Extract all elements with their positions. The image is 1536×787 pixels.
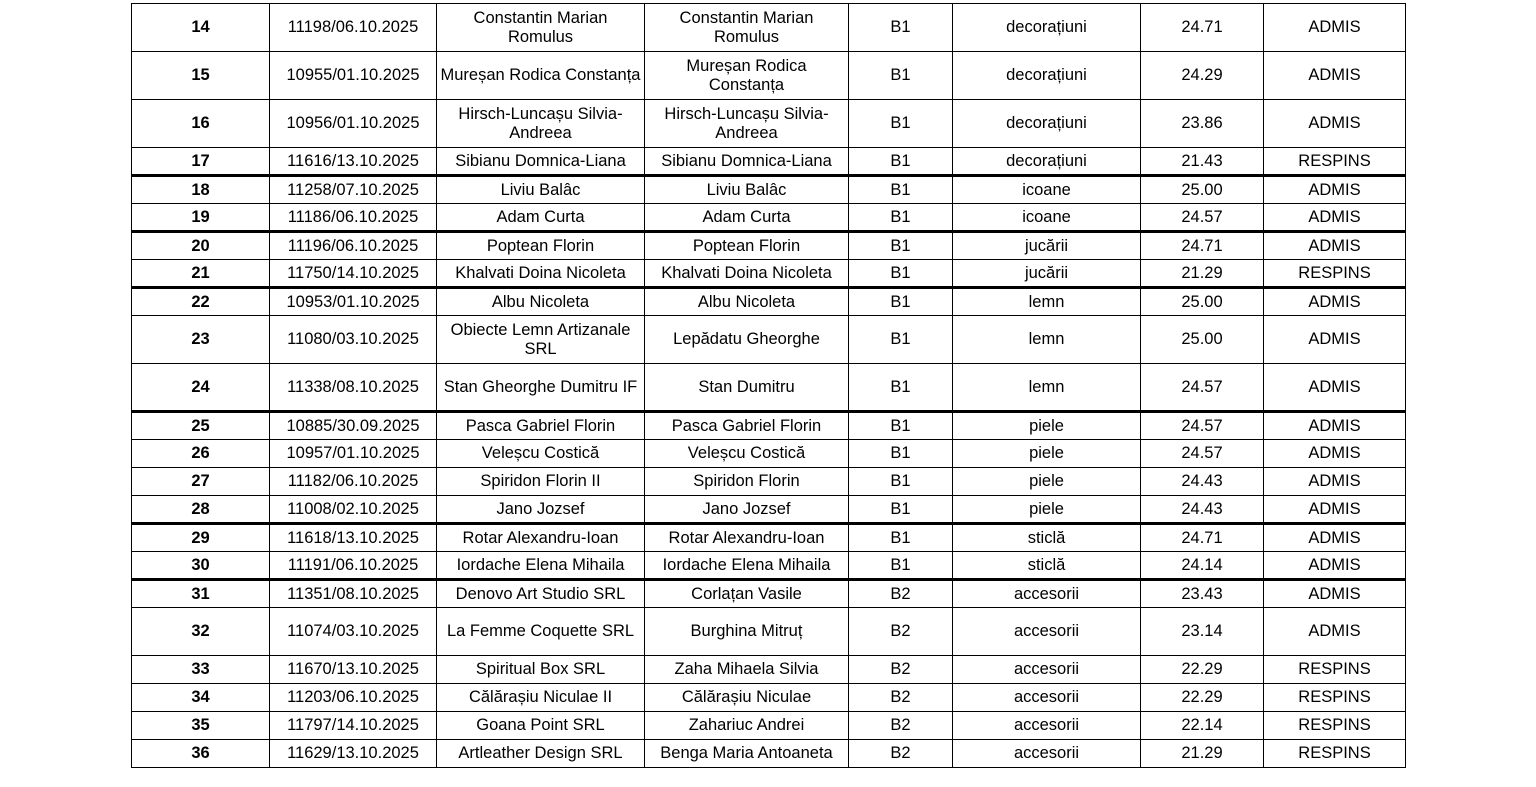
result-status-cell: ADMIS [1264, 524, 1406, 552]
category-cell: B2 [849, 608, 953, 656]
representative-name-cell: Rotar Alexandru-Ioan [645, 524, 849, 552]
table-row [132, 496, 1406, 524]
representative-name-cell: Iordache Elena Mihaila [645, 552, 849, 580]
craft-domain-cell: accesorii [953, 712, 1141, 740]
representative-name-cell: Veleșcu Costică [645, 440, 849, 468]
registration-number-cell: 11191/06.10.2025 [270, 552, 437, 580]
row-number-cell: 14 [132, 4, 270, 52]
applicant-name-cell: Goana Point SRL [437, 712, 645, 740]
craft-domain-cell: piele [953, 440, 1141, 468]
table-row [132, 204, 1406, 232]
table-row [132, 232, 1406, 260]
registration-number-cell: 11196/06.10.2025 [270, 232, 437, 260]
registration-number-cell: 11629/13.10.2025 [270, 740, 437, 768]
row-number-cell: 25 [132, 412, 270, 440]
craft-domain-cell: lemn [953, 316, 1141, 364]
table-row [132, 440, 1406, 468]
score-cell: 25.00 [1141, 316, 1264, 364]
table-row [132, 364, 1406, 412]
representative-name-cell: Corlațan Vasile [645, 580, 849, 608]
craft-domain-cell: jucării [953, 232, 1141, 260]
craft-domain-cell: accesorii [953, 580, 1141, 608]
score-cell: 24.57 [1141, 440, 1264, 468]
category-cell: B1 [849, 100, 953, 148]
applicant-name-cell: Spiritual Box SRL [437, 656, 645, 684]
score-cell: 24.71 [1141, 232, 1264, 260]
score-cell: 22.14 [1141, 712, 1264, 740]
representative-name-cell: Poptean Florin [645, 232, 849, 260]
table-row [132, 580, 1406, 608]
craft-domain-cell: piele [953, 412, 1141, 440]
representative-name-cell: Khalvati Doina Nicoleta [645, 260, 849, 288]
representative-name-cell: Benga Maria Antoaneta [645, 740, 849, 768]
row-number-cell: 31 [132, 580, 270, 608]
registration-number-cell: 11198/06.10.2025 [270, 4, 437, 52]
craft-domain-cell: accesorii [953, 656, 1141, 684]
craft-domain-cell: piele [953, 468, 1141, 496]
applicant-name-cell: Adam Curta [437, 204, 645, 232]
applicant-name-cell: Obiecte Lemn Artizanale SRL [437, 316, 645, 364]
row-number-cell: 20 [132, 232, 270, 260]
category-cell: B1 [849, 364, 953, 412]
representative-name-cell: Jano Jozsef [645, 496, 849, 524]
registration-number-cell: 11080/03.10.2025 [270, 316, 437, 364]
table-row [132, 740, 1406, 768]
row-number-cell: 18 [132, 176, 270, 204]
applicant-name-cell: Liviu Balâc [437, 176, 645, 204]
category-cell: B2 [849, 740, 953, 768]
craft-domain-cell: lemn [953, 288, 1141, 316]
representative-name-cell: Constantin Marian Romulus [645, 4, 849, 52]
row-number-cell: 24 [132, 364, 270, 412]
result-status-cell: RESPINS [1264, 684, 1406, 712]
registration-number-cell: 11670/13.10.2025 [270, 656, 437, 684]
row-number-cell: 21 [132, 260, 270, 288]
representative-name-cell: Călărașiu Niculae [645, 684, 849, 712]
registration-number-cell: 11008/02.10.2025 [270, 496, 437, 524]
category-cell: B1 [849, 412, 953, 440]
category-cell: B2 [849, 684, 953, 712]
registration-number-cell: 11351/08.10.2025 [270, 580, 437, 608]
result-status-cell: ADMIS [1264, 4, 1406, 52]
craft-domain-cell: icoane [953, 204, 1141, 232]
result-status-cell: ADMIS [1264, 608, 1406, 656]
table-row [132, 176, 1406, 204]
craft-domain-cell: piele [953, 496, 1141, 524]
registration-number-cell: 10957/01.10.2025 [270, 440, 437, 468]
category-cell: B1 [849, 552, 953, 580]
representative-name-cell: Lepădatu Gheorghe [645, 316, 849, 364]
row-number-cell: 30 [132, 552, 270, 580]
row-number-cell: 28 [132, 496, 270, 524]
row-number-cell: 15 [132, 52, 270, 100]
representative-name-cell: Zahariuc Andrei [645, 712, 849, 740]
craft-domain-cell: accesorii [953, 608, 1141, 656]
category-cell: B1 [849, 316, 953, 364]
result-status-cell: RESPINS [1264, 656, 1406, 684]
result-status-cell: RESPINS [1264, 712, 1406, 740]
craft-domain-cell: accesorii [953, 684, 1141, 712]
representative-name-cell: Burghina Mitruț [645, 608, 849, 656]
score-cell: 24.57 [1141, 204, 1264, 232]
score-cell: 21.43 [1141, 148, 1264, 176]
registration-number-cell: 11258/07.10.2025 [270, 176, 437, 204]
row-number-cell: 16 [132, 100, 270, 148]
representative-name-cell: Spiridon Florin [645, 468, 849, 496]
representative-name-cell: Liviu Balâc [645, 176, 849, 204]
registration-number-cell: 10956/01.10.2025 [270, 100, 437, 148]
score-cell: 22.29 [1141, 684, 1264, 712]
category-cell: B1 [849, 176, 953, 204]
result-status-cell: ADMIS [1264, 176, 1406, 204]
applicant-name-cell: Khalvati Doina Nicoleta [437, 260, 645, 288]
table-row [132, 52, 1406, 100]
category-cell: B1 [849, 440, 953, 468]
result-status-cell: RESPINS [1264, 740, 1406, 768]
representative-name-cell: Pasca Gabriel Florin [645, 412, 849, 440]
craft-domain-cell: decorațiuni [953, 148, 1141, 176]
row-number-cell: 32 [132, 608, 270, 656]
registration-number-cell: 11750/14.10.2025 [270, 260, 437, 288]
category-cell: B1 [849, 52, 953, 100]
applicant-name-cell: Mureșan Rodica Constanța [437, 52, 645, 100]
applicant-name-cell: Poptean Florin [437, 232, 645, 260]
result-status-cell: ADMIS [1264, 412, 1406, 440]
registration-number-cell: 11797/14.10.2025 [270, 712, 437, 740]
table-row [132, 524, 1406, 552]
category-cell: B1 [849, 524, 953, 552]
row-number-cell: 34 [132, 684, 270, 712]
craft-domain-cell: icoane [953, 176, 1141, 204]
craft-domain-cell: decorațiuni [953, 4, 1141, 52]
applicant-name-cell: Pasca Gabriel Florin [437, 412, 645, 440]
applicant-name-cell: Călărașiu Niculae II [437, 684, 645, 712]
result-status-cell: ADMIS [1264, 232, 1406, 260]
craft-domain-cell: accesorii [953, 740, 1141, 768]
registration-number-cell: 11186/06.10.2025 [270, 204, 437, 232]
score-cell: 23.86 [1141, 100, 1264, 148]
score-cell: 24.29 [1141, 52, 1264, 100]
score-cell: 22.29 [1141, 656, 1264, 684]
table-row [132, 656, 1406, 684]
score-cell: 24.57 [1141, 364, 1264, 412]
category-cell: B1 [849, 232, 953, 260]
table-row [132, 608, 1406, 656]
applicant-name-cell: Denovo Art Studio SRL [437, 580, 645, 608]
applicant-name-cell: Sibianu Domnica-Liana [437, 148, 645, 176]
craft-domain-cell: decorațiuni [953, 52, 1141, 100]
row-number-cell: 35 [132, 712, 270, 740]
category-cell: B2 [849, 580, 953, 608]
row-number-cell: 36 [132, 740, 270, 768]
table-row [132, 4, 1406, 52]
registration-number-cell: 11618/13.10.2025 [270, 524, 437, 552]
applicant-name-cell: Rotar Alexandru-Ioan [437, 524, 645, 552]
table-row [132, 260, 1406, 288]
applicant-name-cell: La Femme Coquette SRL [437, 608, 645, 656]
representative-name-cell: Sibianu Domnica-Liana [645, 148, 849, 176]
category-cell: B2 [849, 656, 953, 684]
representative-name-cell: Stan Dumitru [645, 364, 849, 412]
category-cell: B2 [849, 712, 953, 740]
result-status-cell: ADMIS [1264, 288, 1406, 316]
registration-number-cell: 11616/13.10.2025 [270, 148, 437, 176]
registration-number-cell: 11338/08.10.2025 [270, 364, 437, 412]
results-table [131, 3, 1406, 768]
score-cell: 25.00 [1141, 176, 1264, 204]
result-status-cell: ADMIS [1264, 100, 1406, 148]
table-row [132, 712, 1406, 740]
applicant-name-cell: Artleather Design SRL [437, 740, 645, 768]
category-cell: B1 [849, 204, 953, 232]
result-status-cell: ADMIS [1264, 316, 1406, 364]
result-status-cell: ADMIS [1264, 580, 1406, 608]
craft-domain-cell: decorațiuni [953, 100, 1141, 148]
score-cell: 24.71 [1141, 4, 1264, 52]
result-status-cell: ADMIS [1264, 204, 1406, 232]
score-cell: 23.43 [1141, 580, 1264, 608]
craft-domain-cell: sticlă [953, 552, 1141, 580]
row-number-cell: 19 [132, 204, 270, 232]
score-cell: 24.71 [1141, 524, 1264, 552]
row-number-cell: 27 [132, 468, 270, 496]
category-cell: B1 [849, 4, 953, 52]
craft-domain-cell: sticlă [953, 524, 1141, 552]
result-status-cell: ADMIS [1264, 468, 1406, 496]
row-number-cell: 22 [132, 288, 270, 316]
result-status-cell: ADMIS [1264, 496, 1406, 524]
category-cell: B1 [849, 148, 953, 176]
registration-number-cell: 11074/03.10.2025 [270, 608, 437, 656]
craft-domain-cell: jucării [953, 260, 1141, 288]
score-cell: 24.43 [1141, 468, 1264, 496]
score-cell: 24.43 [1141, 496, 1264, 524]
representative-name-cell: Albu Nicoleta [645, 288, 849, 316]
score-cell: 24.57 [1141, 412, 1264, 440]
registration-number-cell: 11182/06.10.2025 [270, 468, 437, 496]
result-status-cell: ADMIS [1264, 440, 1406, 468]
result-status-cell: RESPINS [1264, 148, 1406, 176]
applicant-name-cell: Albu Nicoleta [437, 288, 645, 316]
applicant-name-cell: Hirsch-Luncașu Silvia-Andreea [437, 100, 645, 148]
registration-number-cell: 10953/01.10.2025 [270, 288, 437, 316]
result-status-cell: RESPINS [1264, 260, 1406, 288]
applicant-name-cell: Stan Gheorghe Dumitru IF [437, 364, 645, 412]
applicant-name-cell: Constantin Marian Romulus [437, 4, 645, 52]
table-row [132, 288, 1406, 316]
table-row [132, 100, 1406, 148]
score-cell: 21.29 [1141, 740, 1264, 768]
row-number-cell: 26 [132, 440, 270, 468]
registration-number-cell: 10885/30.09.2025 [270, 412, 437, 440]
category-cell: B1 [849, 496, 953, 524]
table-row [132, 316, 1406, 364]
registration-number-cell: 11203/06.10.2025 [270, 684, 437, 712]
score-cell: 25.00 [1141, 288, 1264, 316]
applicant-name-cell: Spiridon Florin II [437, 468, 645, 496]
table-row [132, 412, 1406, 440]
representative-name-cell: Hirsch-Luncașu Silvia-Andreea [645, 100, 849, 148]
result-status-cell: ADMIS [1264, 552, 1406, 580]
representative-name-cell: Adam Curta [645, 204, 849, 232]
results-table-body [132, 4, 1406, 768]
representative-name-cell: Zaha Mihaela Silvia [645, 656, 849, 684]
table-row [132, 552, 1406, 580]
row-number-cell: 17 [132, 148, 270, 176]
category-cell: B1 [849, 260, 953, 288]
table-row [132, 148, 1406, 176]
table-row [132, 684, 1406, 712]
result-status-cell: ADMIS [1264, 52, 1406, 100]
row-number-cell: 29 [132, 524, 270, 552]
registration-number-cell: 10955/01.10.2025 [270, 52, 437, 100]
score-cell: 21.29 [1141, 260, 1264, 288]
applicant-name-cell: Veleșcu Costică [437, 440, 645, 468]
row-number-cell: 33 [132, 656, 270, 684]
representative-name-cell: Mureșan Rodica Constanța [645, 52, 849, 100]
category-cell: B1 [849, 288, 953, 316]
craft-domain-cell: lemn [953, 364, 1141, 412]
table-row [132, 468, 1406, 496]
applicant-name-cell: Jano Jozsef [437, 496, 645, 524]
row-number-cell: 23 [132, 316, 270, 364]
result-status-cell: ADMIS [1264, 364, 1406, 412]
score-cell: 23.14 [1141, 608, 1264, 656]
category-cell: B1 [849, 468, 953, 496]
score-cell: 24.14 [1141, 552, 1264, 580]
applicant-name-cell: Iordache Elena Mihaila [437, 552, 645, 580]
